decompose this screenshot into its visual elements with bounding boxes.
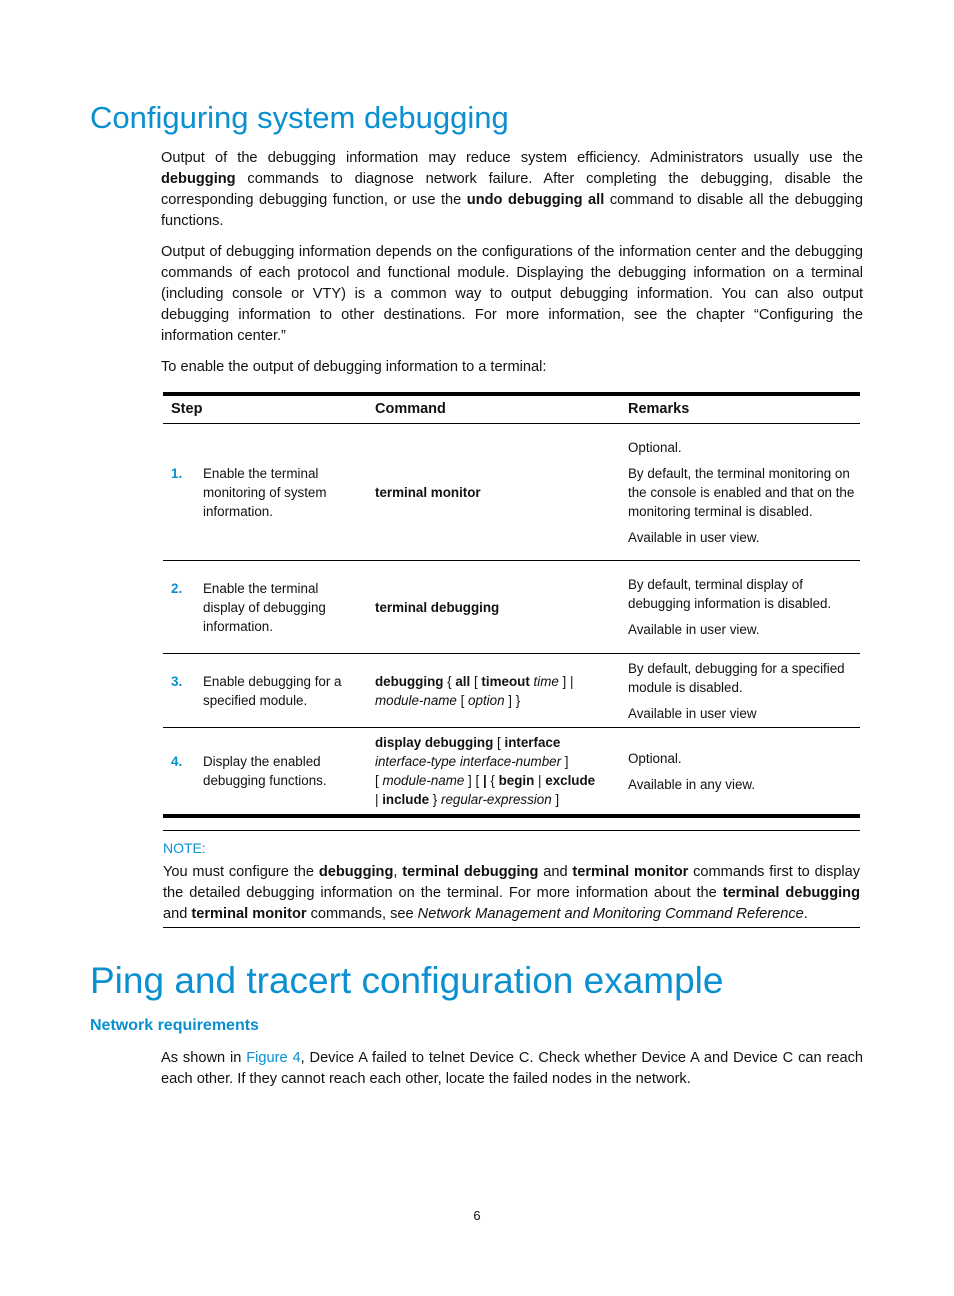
- note-label: NOTE:: [163, 840, 206, 856]
- paragraph-network-requirements: As shown in Figure 4, Device A failed to telnet Device C. Check whether Device A and Device C can reach each other. If they cannot reach each other, locate the failed nodes in the network.: [161, 1050, 863, 1087]
- note-text: You must configure the debugging, terminal debugging and terminal monitor commands first to display the detailed debugging information on the terminal. For more information about the terminal debugging and terminal monitor commands, see Network Management and Monitoring Command Reference.: [163, 864, 861, 922]
- command-cell: terminal monitor: [375, 484, 481, 500]
- command-cell: debugging { all [ timeout time ] | module-name [ option ] }: [375, 673, 574, 708]
- section-title-ping-tracert: Ping and tracert configuration example: [90, 960, 724, 1001]
- remarks-cell: [628, 438, 860, 547]
- header-remarks: Remarks: [628, 401, 690, 417]
- step-number: 3.: [171, 673, 183, 689]
- steps-table: [163, 392, 860, 818]
- remark-line: Optional.: [628, 439, 682, 455]
- step-description: Enable the terminal display of debugging information.: [203, 580, 326, 634]
- step-number: 2.: [171, 580, 183, 596]
- remark-line: Available in user view.: [628, 529, 760, 545]
- page-number: 6: [473, 1208, 481, 1223]
- note-box: [163, 830, 860, 928]
- step-description: Enable debugging for a specified module.: [203, 673, 342, 708]
- step-cell: [163, 672, 375, 710]
- command-cell: display debugging [ interface interface-type interface-number ] [ module-name ] [ | { begin | exclude | include } regular-expression ]: [375, 735, 596, 807]
- subsection-title-network-requirements: Network requirements: [90, 1017, 259, 1034]
- step-number: 1.: [171, 465, 183, 481]
- remark-line: Optional.: [628, 750, 682, 766]
- header-command: Command: [375, 401, 446, 417]
- remark-line: By default, the terminal monitoring on the console is enabled and that on the monitoring terminal is disabled.: [628, 465, 855, 519]
- step-cell: [163, 464, 375, 521]
- step-description: Enable the terminal monitoring of system information.: [203, 465, 327, 519]
- table-row: [163, 424, 860, 561]
- section-title-configuring-system-debugging: Configuring system debugging: [90, 100, 509, 135]
- paragraph-debugging-output: Output of debugging information depends on the configurations of the information center and the debugging commands of each protocol and functional module. Displaying the debugging information on a terminal (including console or VTY) is a common way to output debugging information. You can also output debugging information to other destinations. For more information, see the chapter “Configuring the information center.”: [161, 244, 863, 344]
- figure-4-link[interactable]: Figure 4: [246, 1050, 301, 1066]
- remark-line: Available in user view.: [628, 622, 760, 637]
- command-cell: terminal debugging: [375, 599, 500, 615]
- step-cell: [163, 579, 375, 636]
- table-header: [163, 396, 860, 424]
- table-row: [163, 561, 860, 654]
- step-cell: [163, 752, 375, 790]
- paragraph-debugging-efficiency: Output of the debugging information may reduce system efficiency. Administrators usually use the debugging commands to diagnose network failure. After completing the debugging, disable the corresponding debugging function, or use the undo debugging all command to disable all the debugging functions.: [161, 150, 863, 229]
- step-number: 4.: [171, 754, 183, 769]
- remark-line: By default, debugging for a specified module is disabled.: [628, 660, 845, 695]
- paragraph-table-intro: To enable the output of debugging information to a terminal:: [161, 359, 547, 375]
- header-step: Step: [171, 401, 203, 417]
- remark-line: Available in any view.: [628, 776, 756, 792]
- table-row: [163, 728, 860, 814]
- step-description: Display the enabled debugging functions.: [203, 754, 327, 788]
- table-row: [163, 654, 860, 728]
- remarks-cell: [628, 659, 860, 723]
- remarks-cell: [628, 749, 860, 794]
- remarks-cell: [628, 575, 860, 639]
- remark-line: By default, terminal display of debugging information is disabled.: [628, 577, 832, 611]
- remark-line: Available in user view: [628, 705, 757, 721]
